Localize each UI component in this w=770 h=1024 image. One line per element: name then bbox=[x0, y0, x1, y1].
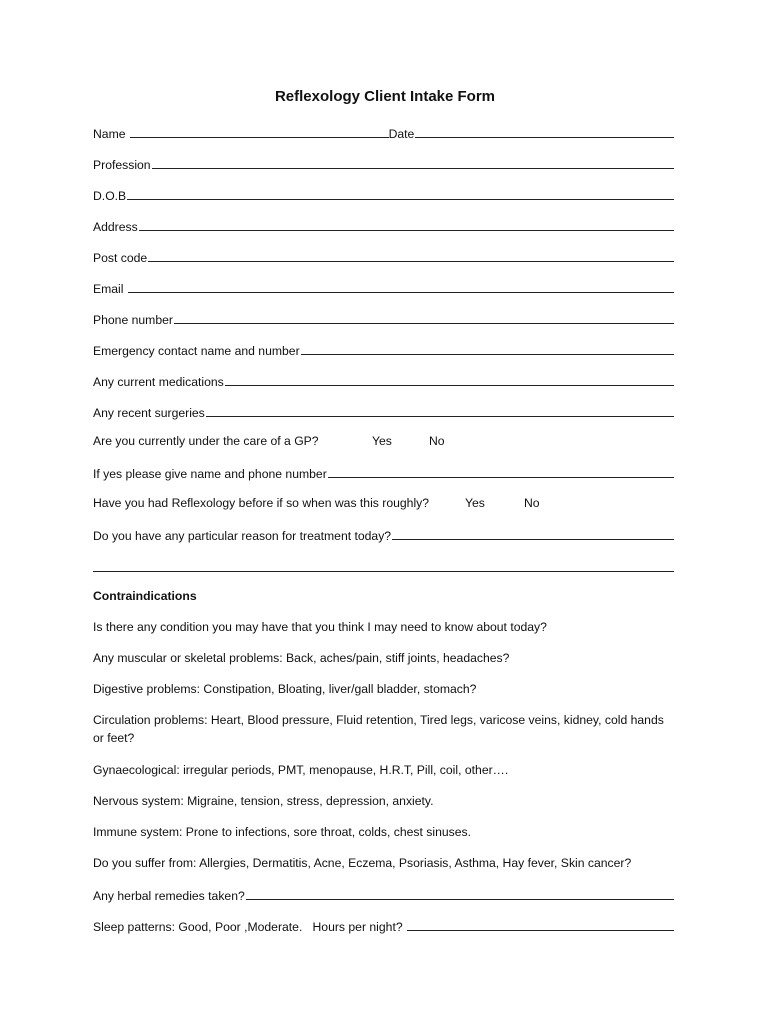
herbal-row bbox=[93, 885, 674, 905]
contraindication-item: Circulation problems: Heart, Blood pressure, Fluid retention, Tired legs, varicose veins, kidney, cold hands or feet? bbox=[93, 713, 664, 745]
address-row bbox=[93, 216, 674, 236]
name-date-row bbox=[93, 123, 674, 143]
reflexology-yes-option[interactable]: Yes bbox=[465, 496, 485, 510]
herbal-label: Any herbal remedies taken? bbox=[93, 889, 245, 903]
contraindication-item: Gynaecological: irregular periods, PMT, menopause, H.R.T, Pill, coil, other…. bbox=[93, 763, 509, 777]
gp-row bbox=[93, 432, 674, 450]
contraindication-item: Digestive problems: Constipation, Bloating, liver/gall bladder, stomach? bbox=[93, 682, 477, 696]
surgeries-input[interactable] bbox=[206, 402, 674, 417]
date-label: Date bbox=[388, 127, 415, 141]
gp-question: Are you currently under the care of a GP? bbox=[93, 434, 319, 448]
sleep-hours-input[interactable] bbox=[407, 916, 674, 931]
postcode-row bbox=[93, 247, 674, 267]
phone-input[interactable] bbox=[174, 309, 674, 324]
reason-row bbox=[93, 525, 674, 545]
medications-input[interactable] bbox=[225, 371, 674, 386]
gp-no-option[interactable]: No bbox=[429, 434, 445, 448]
contraindication-item: Immune system: Prone to infections, sore throat, colds, chest sinuses. bbox=[93, 825, 471, 839]
contraindications-heading: Contraindications bbox=[93, 589, 197, 603]
medications-label: Any current medications bbox=[93, 375, 224, 389]
dob-label: D.O.B bbox=[93, 189, 127, 203]
phone-row bbox=[93, 309, 674, 329]
form-title: Reflexology Client Intake Form bbox=[274, 88, 496, 105]
contraindication-item: Do you suffer from: Allergies, Dermatitis, Acne, Eczema, Psoriasis, Asthma, Hay fever, Skin cancer? bbox=[93, 856, 632, 870]
contraindication-item: Is there any condition you may have that you think I may need to know about today? bbox=[93, 620, 547, 634]
sleep-label: Sleep patterns: Good, Poor ,Moderate. Hours per night? bbox=[93, 920, 406, 934]
address-label: Address bbox=[93, 220, 138, 234]
postcode-input[interactable] bbox=[148, 247, 674, 262]
reflexology-question: Have you had Reflexology before if so when was this roughly? bbox=[93, 496, 430, 510]
name-label: Name bbox=[93, 127, 129, 141]
address-input[interactable] bbox=[139, 216, 674, 231]
emergency-row bbox=[93, 340, 674, 360]
gp-details-label: If yes please give name and phone number bbox=[93, 467, 327, 481]
phone-label: Phone number bbox=[93, 313, 173, 327]
profession-input[interactable] bbox=[152, 154, 674, 169]
email-input[interactable] bbox=[128, 278, 674, 293]
gp-details-input[interactable] bbox=[328, 463, 674, 478]
dob-row bbox=[93, 185, 674, 205]
surgeries-label: Any recent surgeries bbox=[93, 406, 205, 420]
postcode-label: Post code bbox=[93, 251, 148, 265]
profession-label: Profession bbox=[93, 158, 151, 172]
reflexology-before-row bbox=[93, 494, 674, 512]
email-label: Email bbox=[93, 282, 127, 296]
reason-label: Do you have any particular reason for treatment today? bbox=[93, 529, 392, 543]
profession-row bbox=[93, 154, 674, 174]
email-row bbox=[93, 278, 674, 298]
reflexology-no-option[interactable]: No bbox=[524, 496, 540, 510]
reason-input[interactable] bbox=[392, 525, 674, 540]
contraindication-item: Any muscular or skeletal problems: Back, aches/pain, stiff joints, headaches? bbox=[93, 651, 510, 665]
medications-row bbox=[93, 371, 674, 391]
herbal-input[interactable] bbox=[246, 885, 674, 900]
name-input[interactable] bbox=[130, 123, 389, 138]
dob-input[interactable] bbox=[127, 185, 674, 200]
gp-yes-option[interactable]: Yes bbox=[372, 434, 392, 448]
sleep-row bbox=[93, 916, 674, 936]
contraindication-item: Nervous system: Migraine, tension, stress, depression, anxiety. bbox=[93, 794, 434, 808]
emergency-input[interactable] bbox=[301, 340, 674, 355]
date-input[interactable] bbox=[415, 123, 674, 138]
reason-continuation-line[interactable] bbox=[93, 557, 674, 572]
gp-details-row bbox=[93, 463, 674, 483]
emergency-label: Emergency contact name and number bbox=[93, 344, 300, 358]
surgeries-row bbox=[93, 402, 674, 422]
